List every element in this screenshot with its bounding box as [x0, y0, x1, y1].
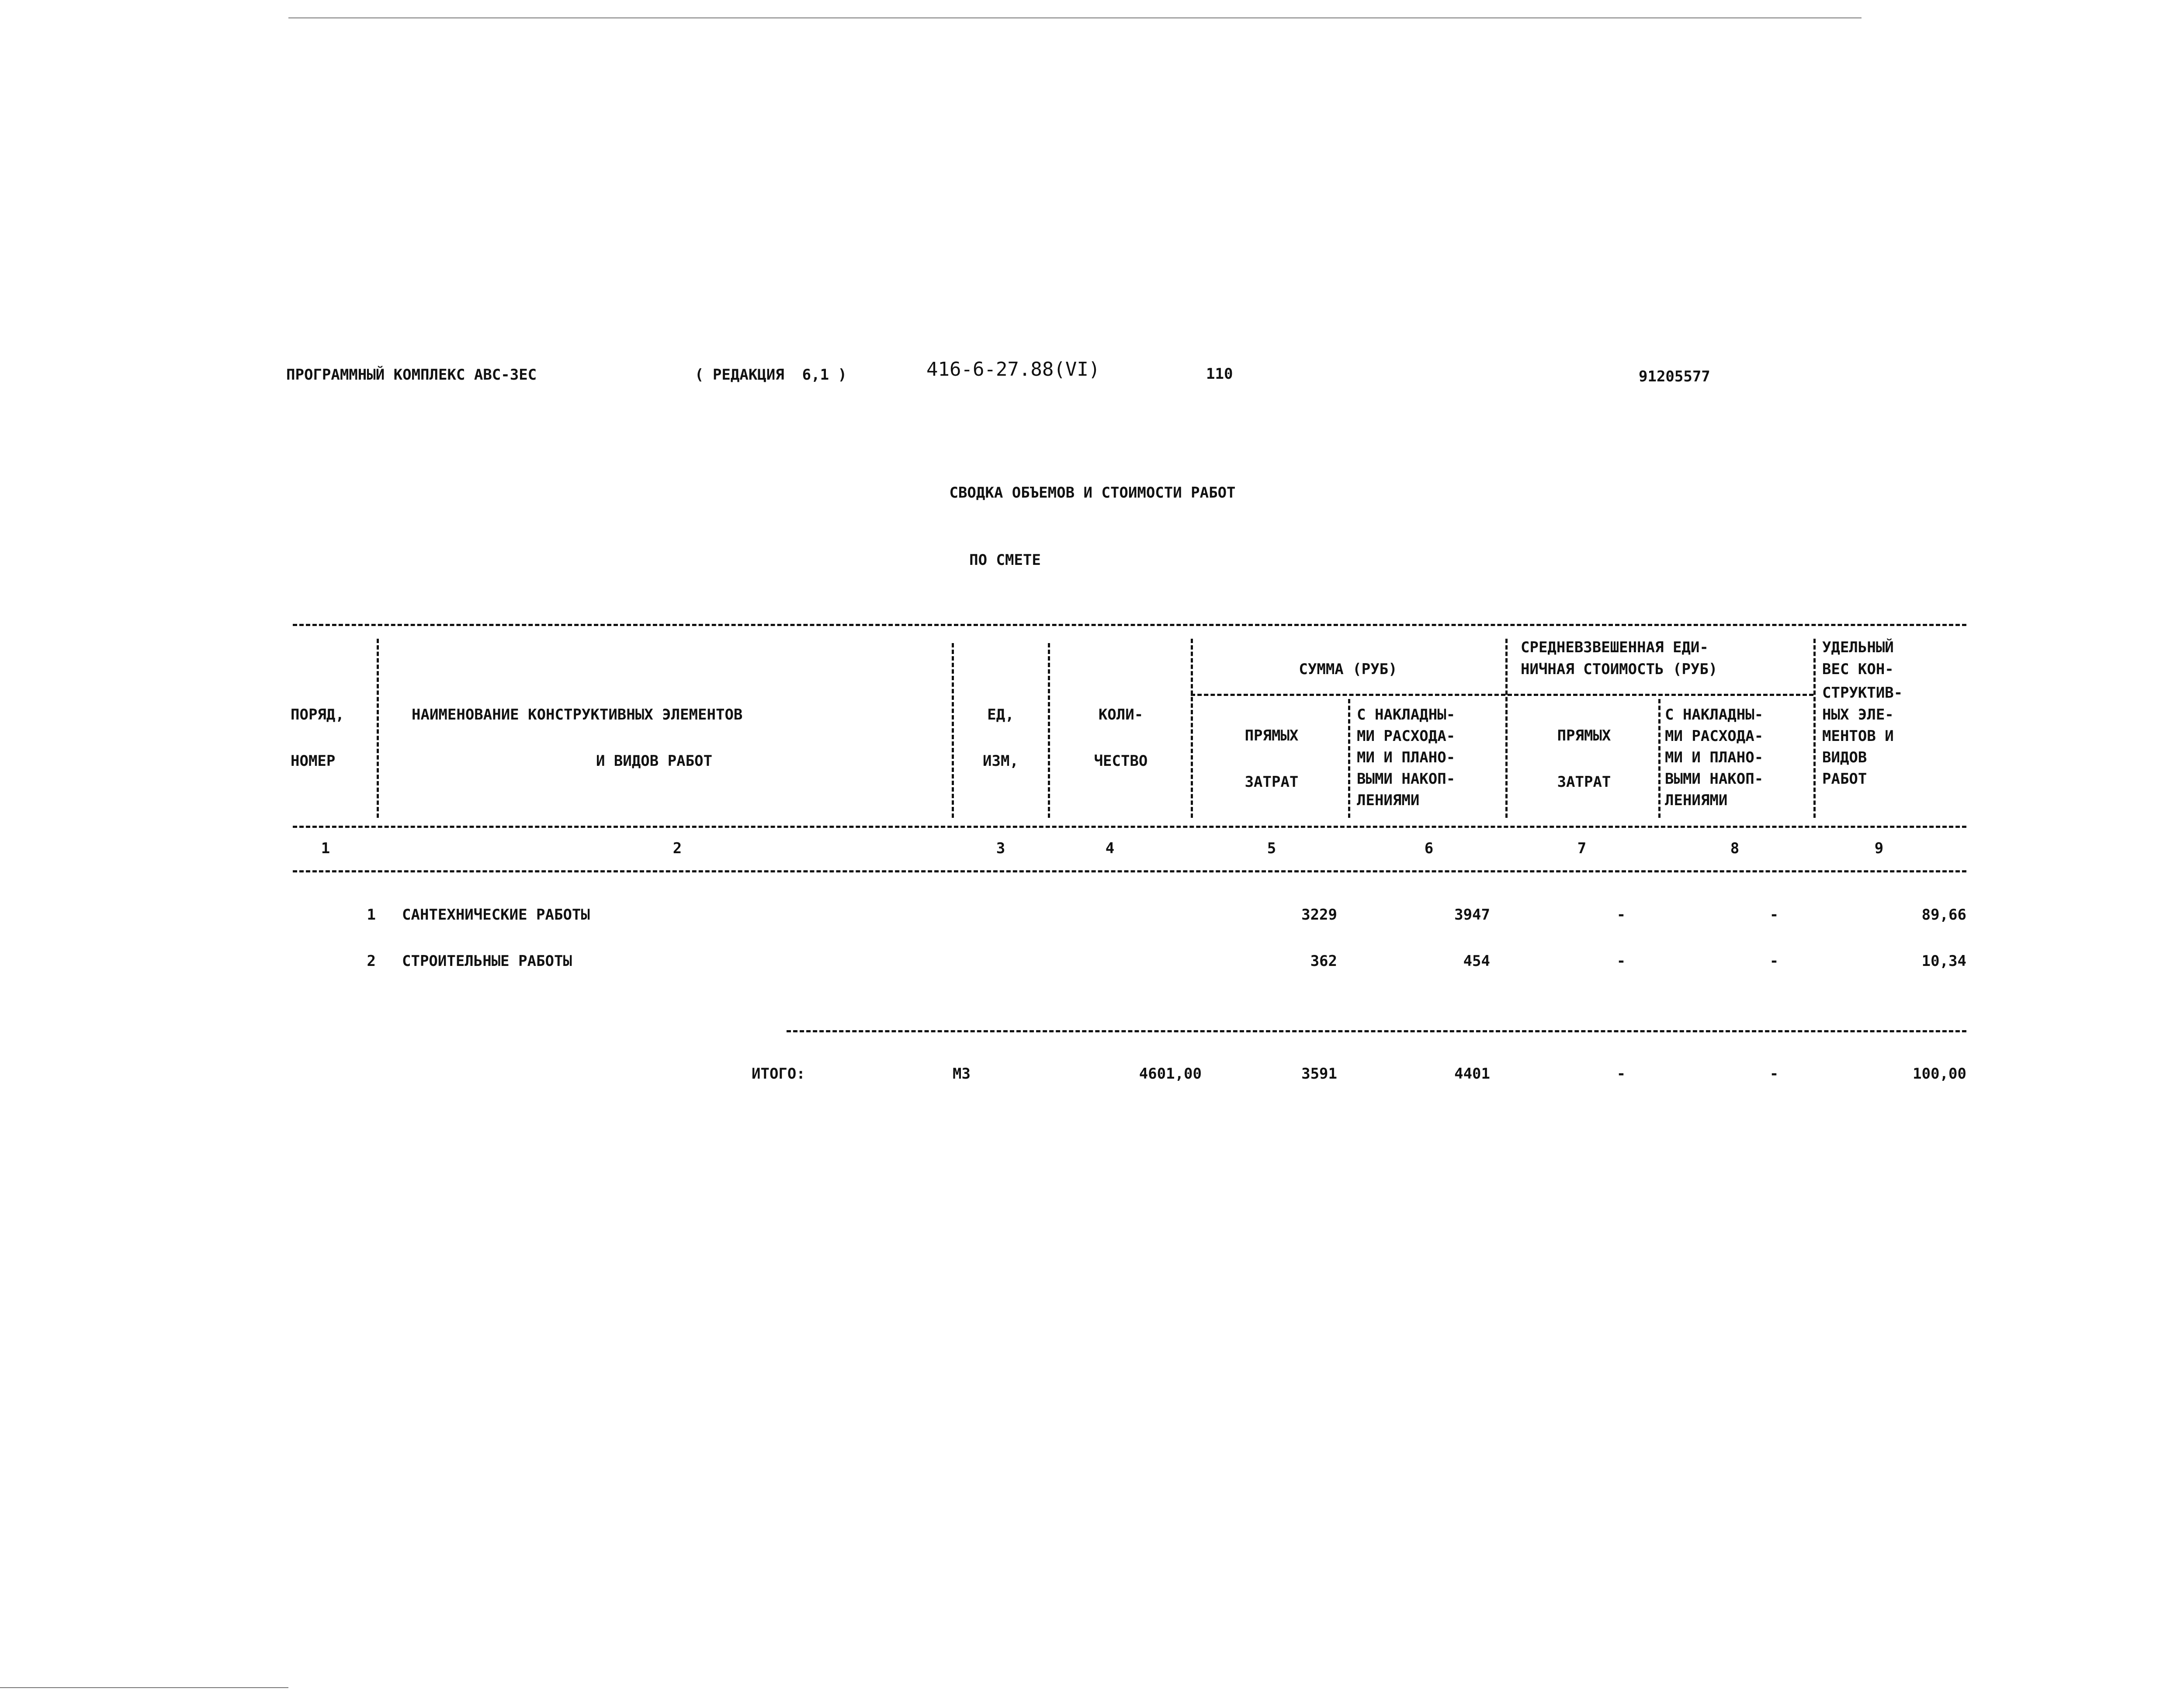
col-weight-line4: НЫХ ЭЛЕ- — [1822, 706, 1894, 723]
row-weight: 89,66 — [1921, 906, 1966, 924]
col-avg-overhead-line2: МИ РАСХОДА- — [1665, 727, 1764, 745]
header-bottom-rule — [293, 826, 1966, 828]
row-overhead: 3947 — [1454, 906, 1490, 924]
col-sum-overhead-line1: С НАКЛАДНЫ- — [1357, 706, 1456, 723]
header-program: ПРОГРАММНЫЙ КОМПЛЕКС АВС-3ЕС — [286, 366, 537, 384]
header-sub-rule-avg — [1508, 694, 1813, 696]
col-weight-line3: СТРУКТИВ- — [1822, 684, 1903, 702]
col-number-7: 7 — [1577, 840, 1587, 857]
col-sep-5 — [1348, 699, 1350, 818]
header-edition: ( РЕДАКЦИЯ 6,1 ) — [695, 366, 847, 384]
document-title: СВОДКА ОБЪЕМОВ И СТОИМОСТИ РАБОТ — [949, 484, 1236, 502]
table-top-rule — [293, 624, 1966, 626]
col-sep-7 — [1658, 699, 1661, 818]
col-sum-direct-line1: ПРЯМЫХ — [1245, 727, 1299, 744]
col-qty-line1: КОЛИ- — [1098, 706, 1144, 723]
col-number-6: 6 — [1424, 840, 1434, 857]
header-doc-id: 91205577 — [1639, 368, 1710, 385]
row-name: СТРОИТЕЛЬНЫЕ РАБОТЫ — [402, 952, 572, 970]
col-avg-direct-line1: ПРЯМЫХ — [1557, 727, 1611, 744]
row-no: 2 — [367, 952, 376, 970]
total-overhead: 4401 — [1454, 1065, 1490, 1083]
total-avg-direct: - — [1616, 1065, 1626, 1083]
col-sum-overhead-line4: ВЫМИ НАКОП- — [1357, 770, 1456, 788]
col-unit-line2: ИЗМ, — [983, 752, 1019, 770]
col-number-9: 9 — [1874, 840, 1884, 857]
col-numbers-bottom-rule — [293, 870, 1966, 872]
col-number-2: 2 — [673, 840, 682, 857]
col-unit-line1: ЕД, — [987, 706, 1014, 723]
col-sep-1 — [377, 639, 379, 818]
col-sum-group: СУММА (РУБ) — [1299, 661, 1397, 678]
col-weight-line6: ВИДОВ — [1822, 749, 1867, 766]
col-name-line2: И ВИДОВ РАБОТ — [596, 752, 713, 770]
col-avg-overhead-line5: ЛЕНИЯМИ — [1665, 792, 1728, 809]
scan-artifact-bottom — [0, 1687, 288, 1688]
col-avg-group-line1: СРЕДНЕВЗВЕШЕННАЯ ЕДИ- — [1521, 639, 1709, 656]
col-sum-overhead-line2: МИ РАСХОДА- — [1357, 727, 1456, 745]
col-avg-direct-line2: ЗАТРАТ — [1557, 773, 1611, 791]
col-order-no-line2: НОМЕР — [291, 752, 336, 770]
col-number-1: 1 — [321, 840, 330, 857]
total-unit: М3 — [953, 1065, 971, 1083]
row-direct: 362 — [1310, 952, 1337, 970]
col-name-line1: НАИМЕНОВАНИЕ КОНСТРУКТИВНЫХ ЭЛЕМЕНТОВ — [412, 706, 743, 723]
col-number-3: 3 — [996, 840, 1005, 857]
total-qty: 4601,00 — [1139, 1065, 1202, 1083]
col-sep-6 — [1505, 639, 1508, 818]
row-direct: 3229 — [1301, 906, 1337, 924]
col-number-4: 4 — [1105, 840, 1115, 857]
row-no: 1 — [367, 906, 376, 924]
row-avg-direct: - — [1616, 906, 1626, 924]
col-avg-group-line2: НИЧНАЯ СТОИМОСТЬ (РУБ) — [1521, 661, 1718, 678]
col-avg-overhead-line4: ВЫМИ НАКОП- — [1665, 770, 1764, 788]
total-avg-overhead: - — [1769, 1065, 1779, 1083]
total-weight: 100,00 — [1913, 1065, 1966, 1083]
header-sub-rule-sum — [1191, 694, 1505, 696]
col-avg-overhead-line3: МИ И ПЛАНО- — [1665, 749, 1764, 766]
row-overhead: 454 — [1463, 952, 1490, 970]
col-sep-8 — [1813, 639, 1816, 818]
row-avg-overhead: - — [1769, 952, 1779, 970]
total-top-rule — [787, 1030, 1966, 1032]
row-name: САНТЕХНИЧЕСКИЕ РАБОТЫ — [402, 906, 590, 924]
col-sum-direct-line2: ЗАТРАТ — [1245, 773, 1299, 791]
col-sep-2 — [952, 643, 954, 818]
document-subtitle: ПО СМЕТЕ — [969, 551, 1041, 569]
col-sum-overhead-line3: МИ И ПЛАНО- — [1357, 749, 1456, 766]
col-sum-overhead-line5: ЛЕНИЯМИ — [1357, 792, 1420, 809]
col-avg-overhead-line1: С НАКЛАДНЫ- — [1665, 706, 1764, 723]
header-doc-code: 416-6-27.88(VI) — [926, 358, 1100, 381]
header-page-number: 110 — [1206, 365, 1233, 383]
total-direct: 3591 — [1301, 1065, 1337, 1083]
col-weight-line5: МЕНТОВ И — [1822, 727, 1894, 745]
col-weight-line2: ВЕС КОН- — [1822, 661, 1894, 678]
total-label: ИТОГО: — [752, 1065, 805, 1083]
col-qty-line2: ЧЕСТВО — [1094, 752, 1148, 770]
row-avg-direct: - — [1616, 952, 1626, 970]
col-number-8: 8 — [1730, 840, 1740, 857]
row-avg-overhead: - — [1769, 906, 1779, 924]
row-weight: 10,34 — [1921, 952, 1966, 970]
col-weight-line7: РАБОТ — [1822, 770, 1867, 788]
col-number-5: 5 — [1267, 840, 1276, 857]
col-order-no-line1: ПОРЯД, — [291, 706, 344, 723]
col-weight-line1: УДЕЛЬНЫЙ — [1822, 639, 1894, 656]
col-sep-3 — [1048, 643, 1050, 818]
col-sep-4 — [1191, 639, 1193, 818]
scan-artifact-top — [288, 17, 1862, 18]
